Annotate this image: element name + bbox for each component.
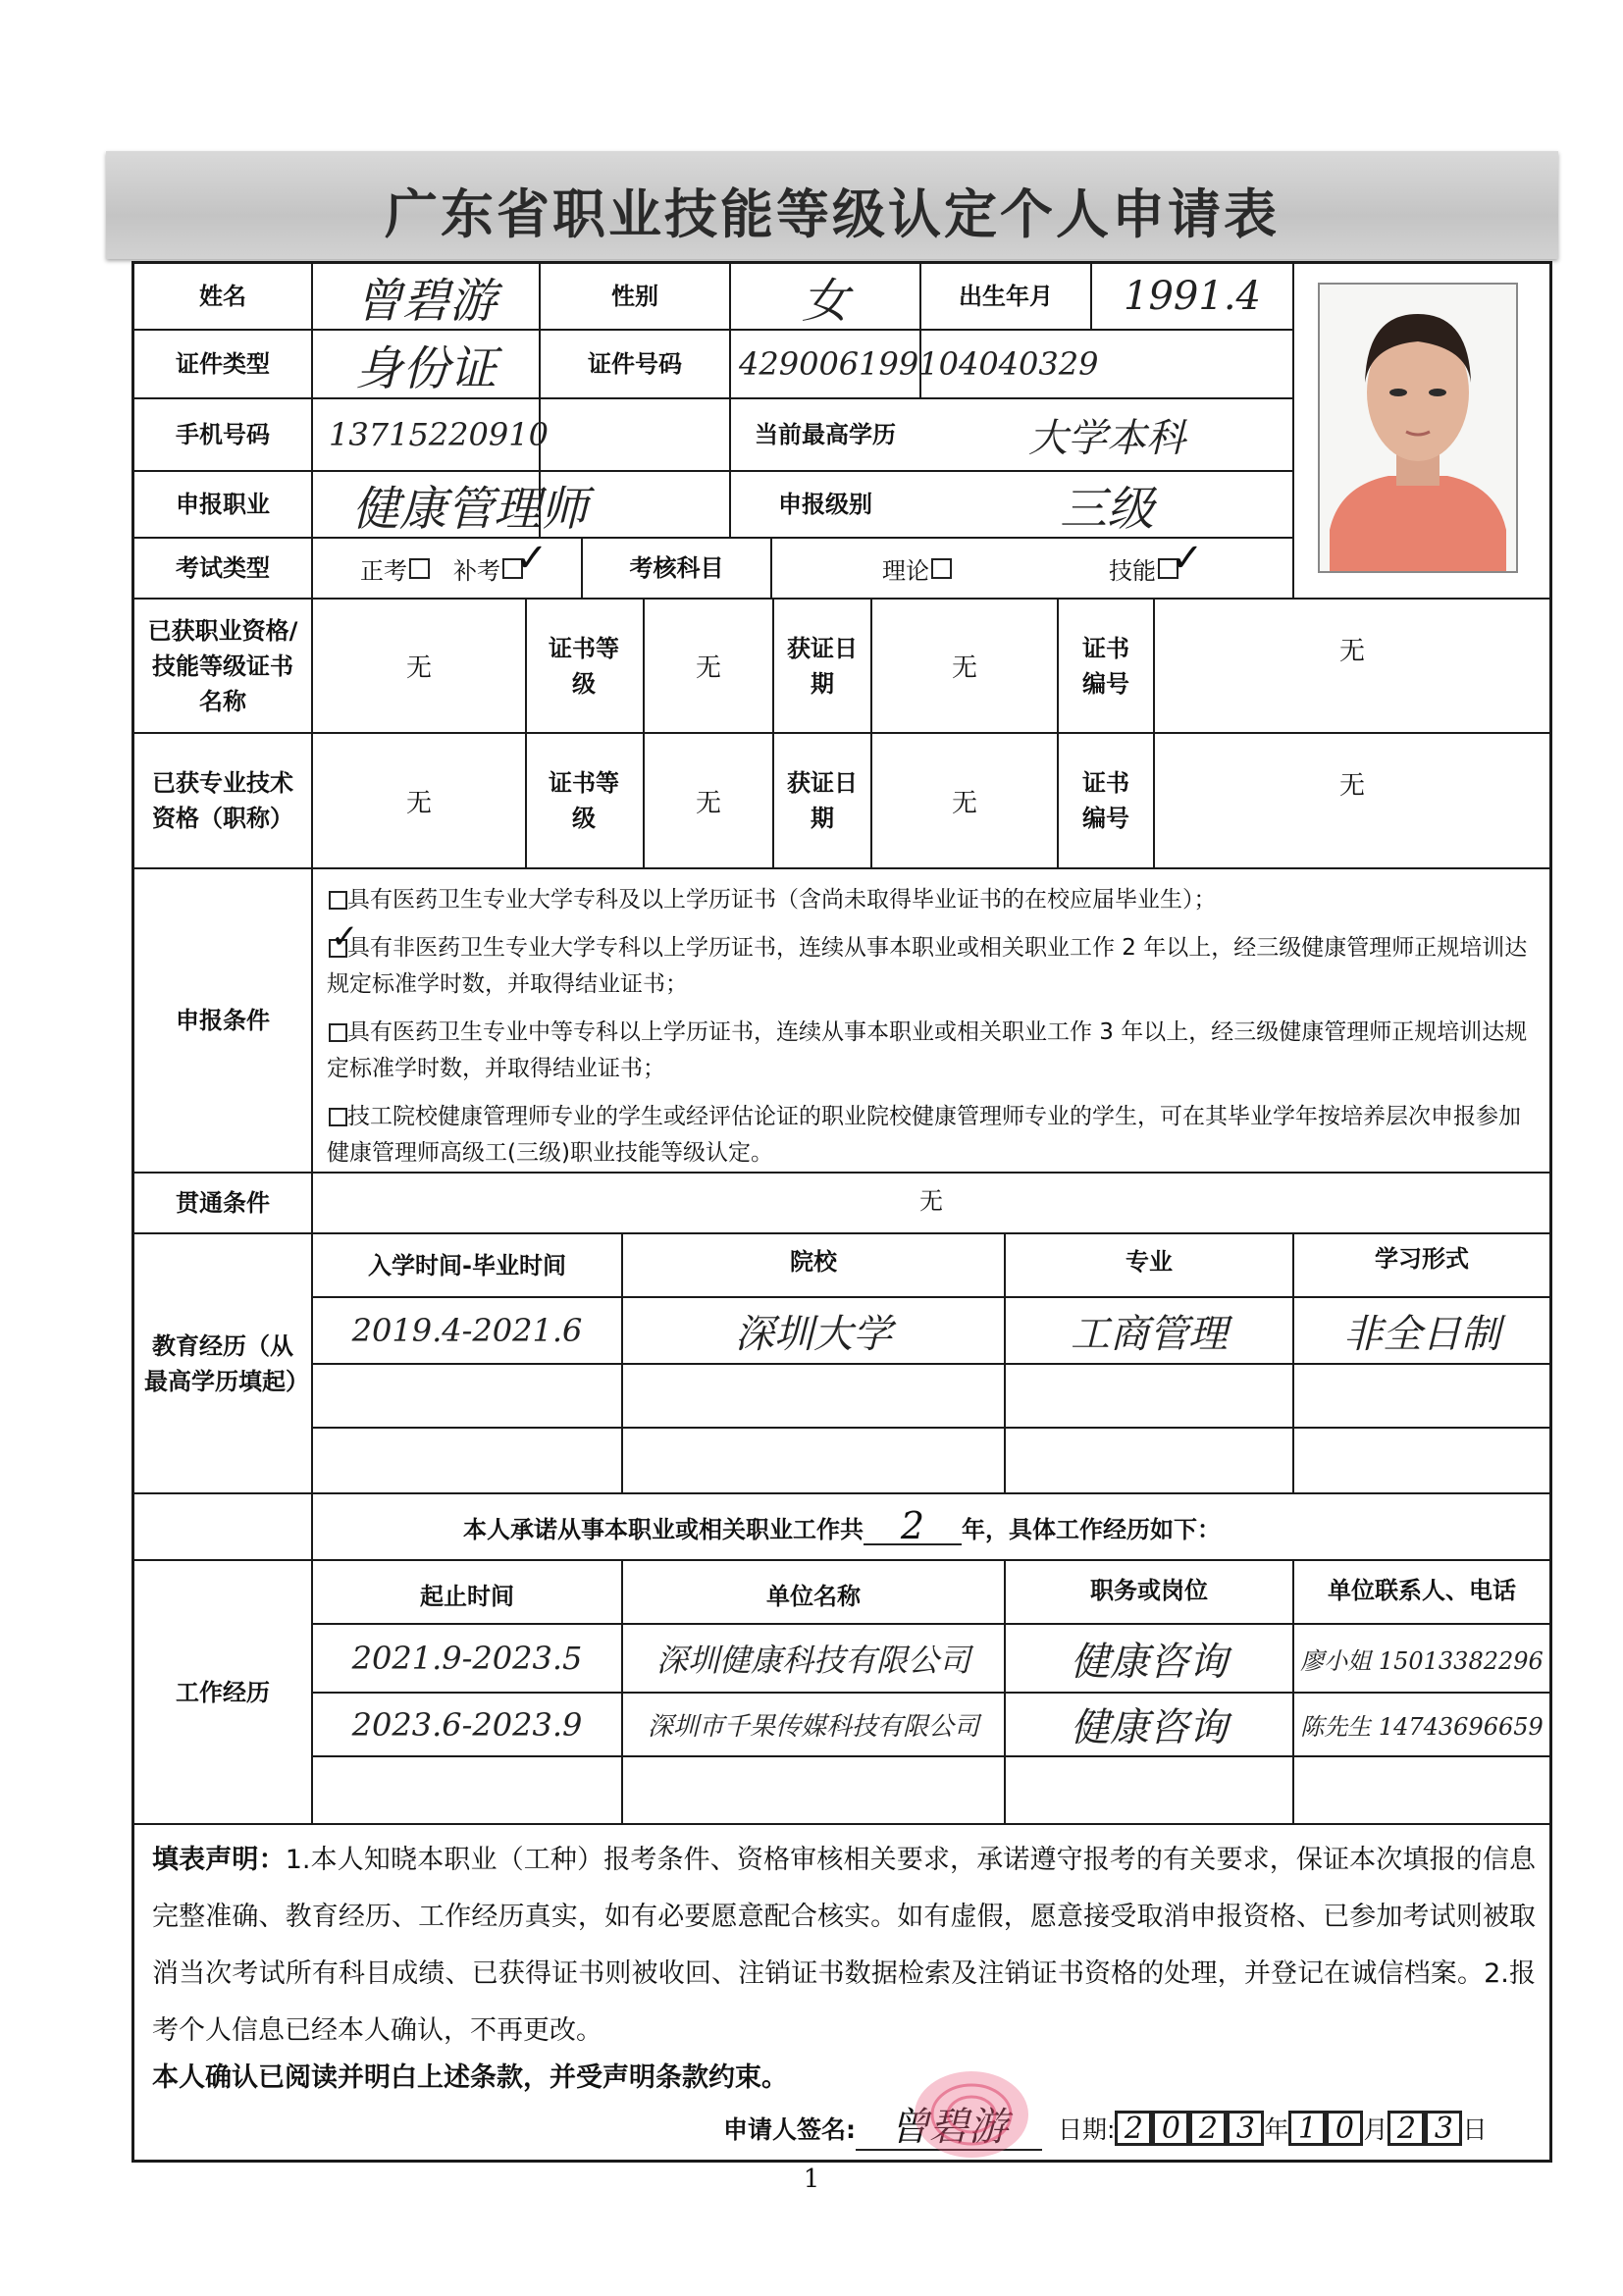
check-mark-icon: ✓ (1171, 536, 1204, 581)
gender-label: 性别 (611, 283, 658, 310)
edu-header-mode: 学习形式 (1375, 1245, 1469, 1273)
qual-date-label: 获证日期 (787, 634, 858, 698)
condition-checkbox[interactable] (329, 891, 347, 910)
birth-value: 1991.4 (1124, 274, 1261, 319)
qual-number-label: 证书编号 (1082, 634, 1129, 698)
work-statement-prefix: 本人承诺从事本职业或相关职业工作共 (463, 1515, 864, 1543)
title-number-label: 证书编号 (1082, 769, 1129, 832)
exam-subject-options (772, 536, 1292, 598)
work-period-value: 2023.6-2023.9 (351, 1705, 583, 1744)
work-header-position: 职务或岗位 (1090, 1577, 1208, 1604)
condition-checkbox[interactable] (329, 1108, 347, 1126)
work-history-label: 工作经历 (176, 1678, 270, 1706)
date-label: 日期: (1058, 2115, 1116, 2144)
declaration-body: 1.本人知晓本职业（工种）报考条件、资格审核相关要求，承诺遵守报考的有关要求，保证本次填报的信息完整准确、教育经历、工作经历真实，如有必要愿意配合核实。如有虚假，愿意接受取消申报资格、已参加考试则被取消当次考试所有科目成绩、已获得证书则被收回、注销证书数据检索及注销证书资格的处理，并登记在诚信档案。2.报考个人信息已经本人确认，不再更改。 (152, 1845, 1537, 2046)
work-contact-value: 廖小姐 15013382296 (1300, 1646, 1544, 1675)
through-value: 无 (919, 1186, 943, 1215)
year-unit: 年 (1264, 2115, 1289, 2144)
year-digit: 2 (1189, 2111, 1227, 2146)
id-number-value: 429006199104040329 (739, 345, 1099, 383)
form-title: 广东省职业技能等级认定个人申请表 (385, 183, 1280, 245)
qual-date-value: 无 (951, 653, 977, 683)
work-years-value: 2 (864, 1508, 962, 1545)
edu-header-major: 专业 (1126, 1247, 1173, 1276)
declaration-text (152, 1832, 1536, 2060)
edu-header-school: 院校 (790, 1247, 837, 1276)
title-date-label: 获证日期 (787, 769, 858, 832)
education-label: 当前最高学历 (755, 421, 896, 448)
qual-number-value: 无 (1338, 636, 1365, 666)
work-statement-suffix: 年，具体工作经历如下： (962, 1515, 1221, 1543)
check-mark-icon: ✓ (515, 536, 549, 581)
declaration-heading: 填表声明： (152, 1845, 286, 1875)
exam-subject-label: 考核科目 (629, 554, 724, 582)
id-type-label: 证件类型 (176, 350, 270, 378)
application-form (131, 261, 1552, 2163)
fingerprint-stamp (903, 2061, 1040, 2168)
exam-type-options (360, 536, 581, 598)
subject-option-skill: 技能 (1109, 556, 1156, 585)
title-level-value: 无 (695, 788, 721, 818)
exam-type-option-regular: 正考 (360, 556, 407, 585)
month-unit: 月 (1363, 2115, 1388, 2144)
work-position-value: 健康咨询 (1071, 1705, 1228, 1750)
edu-history-label: 教育经历（从最高学历填起） (144, 1331, 309, 1395)
condition-item: 技工院校健康管理师专业的学生或经评估论证的职业院校健康管理师专业的学生，可在其毕业学年按培养层次申报参加健康管理师高级工(三级)职业技能等级认定。 (327, 1104, 1521, 1166)
qual-cert-value: 无 (405, 653, 432, 683)
work-header-contact: 单位联系人、电话 (1328, 1577, 1516, 1604)
condition-item: 具有医药卫生专业大学专科及以上学历证书（含尚未取得毕业证书的在校应届毕业生）； (327, 882, 1540, 918)
title-date-value: 无 (951, 788, 977, 818)
condition-checkbox[interactable] (329, 1023, 347, 1042)
occupation-value: 健康管理师 (352, 481, 589, 537)
name-label: 姓名 (199, 283, 246, 310)
signature-row (723, 2101, 1547, 2156)
title-banner (106, 151, 1558, 259)
work-company-value: 深圳市千果传媒科技有限公司 (647, 1712, 979, 1742)
condition-item: 具有医药卫生专业中等专科以上学历证书，连续从事本职业或相关职业工作 3 年以上，经三级健康管理师正规培训达规定标准学时数，并取得结业证书； (327, 1019, 1528, 1081)
conditions-label: 申报条件 (176, 1007, 270, 1034)
declaration-confirm: 本人确认已阅读并明白上述条款，并受声明条款约束。 (152, 2062, 788, 2093)
edu-period-value: 2019.4-2021.6 (351, 1312, 583, 1349)
qual-cert-label: 已获职业资格/技能等级证书名称 (147, 616, 298, 715)
month-digit: 1 (1288, 2111, 1326, 2146)
theory-checkbox[interactable] (931, 558, 952, 579)
level-label: 申报级别 (778, 491, 872, 518)
edu-major-value: 工商管理 (1071, 1311, 1228, 1357)
month-digit: 0 (1326, 2111, 1363, 2146)
conditions-list (327, 882, 1540, 1167)
edu-mode-value: 非全日制 (1343, 1311, 1500, 1357)
day-digit: 3 (1425, 2111, 1462, 2146)
education-value: 大学本科 (1028, 415, 1185, 461)
id-type-value: 身份证 (354, 340, 497, 396)
work-statement (134, 1494, 1549, 1559)
edu-school-value: 深圳大学 (735, 1311, 892, 1357)
birth-label: 出生年月 (959, 283, 1053, 310)
name-value: 曾碧游 (354, 273, 497, 329)
year-digit: 0 (1152, 2111, 1189, 2146)
subject-option-theory: 理论 (882, 556, 929, 585)
signature-name: 曾碧游 (856, 2106, 1042, 2151)
title-number-value: 无 (1338, 770, 1365, 801)
phone-label: 手机号码 (176, 421, 270, 448)
gender-value: 女 (801, 273, 849, 329)
day-digit: 2 (1387, 2111, 1425, 2146)
work-position-value: 健康咨询 (1071, 1639, 1228, 1685)
page-number: 1 (803, 2165, 820, 2194)
occupation-label: 申报职业 (176, 491, 270, 518)
qual-level-label: 证书等级 (549, 634, 619, 698)
day-unit: 日 (1462, 2115, 1488, 2144)
exam-type-option-makeup: 补考 (453, 556, 500, 585)
qual-level-value: 无 (695, 653, 721, 683)
exam-type-label: 考试类型 (176, 554, 270, 582)
check-mark-icon: ✓ (331, 917, 359, 957)
year-digit: 3 (1227, 2111, 1264, 2146)
phone-value: 13715220910 (329, 416, 549, 453)
work-header-company: 单位名称 (766, 1582, 861, 1610)
through-label: 贯通条件 (176, 1189, 270, 1217)
work-contact-value: 陈先生 14743696659 (1300, 1713, 1544, 1741)
regular-checkbox[interactable] (409, 558, 430, 579)
work-company-value: 深圳健康科技有限公司 (655, 1642, 970, 1679)
level-value: 三级 (1059, 481, 1154, 537)
id-number-label: 证件号码 (588, 350, 682, 378)
edu-header-period: 入学时间-毕业时间 (368, 1251, 566, 1279)
year-digit: 2 (1115, 2111, 1152, 2146)
condition-item: ✓ 具有非医药卫生专业大学专科以上学历证书，连续从事本职业或相关职业工作 2 年以上，经三级健康管理师正规培训达规定标准学时数，并取得结业证书； (327, 917, 1528, 997)
prof-title-label: 已获专业技术资格（职称） (152, 769, 293, 832)
work-header-period: 起止时间 (420, 1582, 514, 1610)
signature-label: 申请人签名: (723, 2115, 856, 2144)
work-period-value: 2021.9-2023.5 (351, 1640, 583, 1677)
prof-title-value: 无 (405, 788, 432, 818)
condition-checkbox[interactable] (329, 917, 359, 958)
title-level-label: 证书等级 (549, 769, 619, 832)
